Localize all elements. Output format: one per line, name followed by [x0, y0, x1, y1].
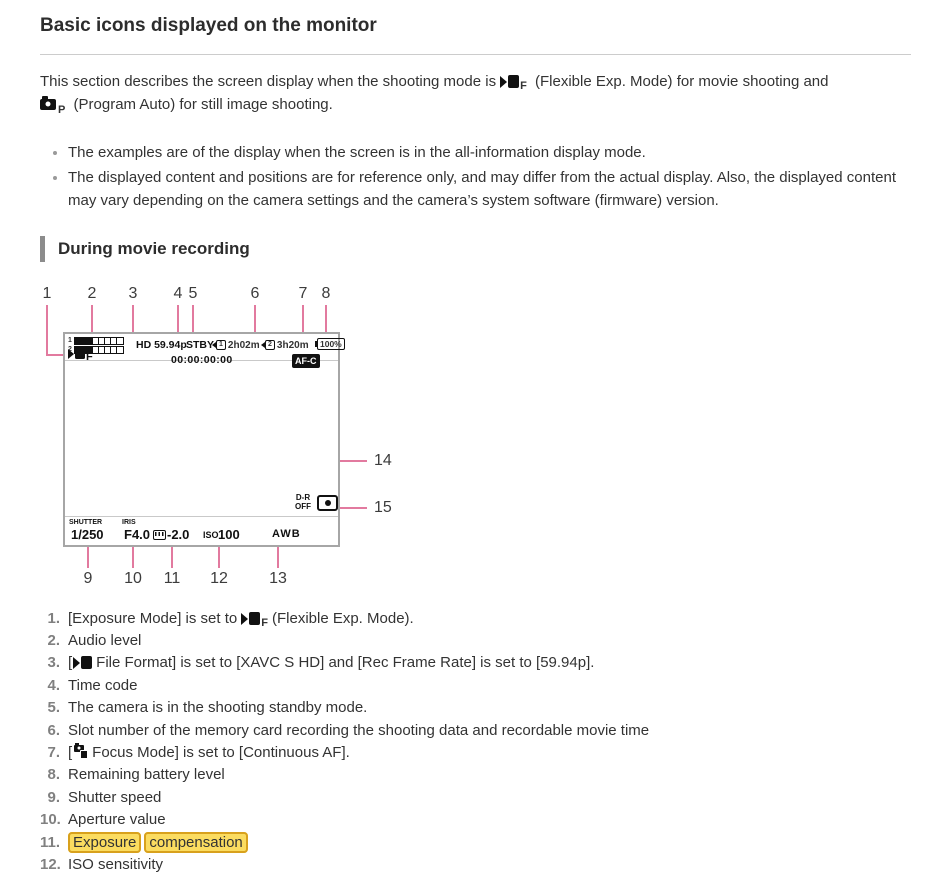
item-number: 7.: [40, 742, 68, 764]
item-number: 1.: [40, 608, 68, 630]
item-number: 12.: [40, 854, 68, 876]
record-square: [249, 612, 260, 625]
program-auto-letter: P: [58, 104, 65, 116]
item-text: [Exposure Mode] is set to F (Flexible Exp. Mode).: [68, 608, 414, 630]
mode-letter: F: [261, 618, 268, 629]
white-balance-value: AWB: [272, 526, 301, 543]
iso-label: ISO: [203, 529, 219, 543]
list-item: [40, 608, 911, 630]
list-item: [40, 787, 911, 809]
list-item: [40, 832, 911, 854]
intro-paragraph: [40, 70, 911, 122]
battery-level: 100%: [317, 338, 345, 350]
divider: [40, 54, 911, 55]
item-text: ISO sensitivity: [68, 854, 163, 876]
list-item: [40, 630, 911, 652]
play-triangle: [241, 613, 248, 625]
slot-1-time: 2h02m: [228, 338, 260, 353]
dro-line2: OFF: [295, 502, 311, 511]
note-item: • The examples are of the display when the screen is in the all-information display mode.: [68, 141, 911, 164]
dro-line1: D-R: [296, 493, 310, 502]
focus-mode-badge: AF-C: [292, 354, 320, 368]
item-text: [ File Format] is set to [XAVC S HD] and [Rec Frame Rate] is set to [59.94p].: [68, 652, 594, 674]
item-number: 9.: [40, 787, 68, 809]
audio-channel-1: [68, 337, 124, 345]
callout-15: 15: [374, 499, 392, 517]
callout-3: 3: [129, 285, 138, 303]
intro-text-2: (Flexible Exp. Mode) for movie shooting and: [535, 73, 828, 90]
file-format-value: HD 59.94p: [136, 338, 187, 354]
mode-letter: F: [520, 81, 527, 92]
movie-flexible-mode-icon: [500, 75, 527, 88]
item-text: Shutter speed: [68, 787, 161, 809]
list-item: [40, 742, 911, 764]
item-text: [68, 832, 251, 854]
movie-flexible-mode-icon: [68, 348, 93, 359]
intro-text-1: This section describes the screen display when the shooting mode is: [40, 73, 496, 90]
list-item: [40, 652, 911, 674]
callout-6: 6: [251, 285, 260, 303]
item-number: 2.: [40, 630, 68, 652]
metering-mode-icon: [317, 495, 338, 511]
record-square: [508, 75, 519, 88]
callout-line-8: [325, 305, 327, 334]
item-number: 11.: [40, 832, 68, 854]
callout-1: 1: [43, 285, 52, 303]
intro-text-3: (Program Auto) for still image shooting.: [74, 96, 333, 113]
item-number: 8.: [40, 764, 68, 786]
legend-list: [40, 608, 911, 876]
item-number: 5.: [40, 697, 68, 719]
battery-indicator: [315, 338, 345, 350]
still-camera-icon: [40, 99, 56, 110]
slot-1-icon: 1: [216, 340, 226, 350]
standby-indicator: STBY: [186, 338, 214, 354]
note-item: • The displayed content and positions are for reference only, and may differ from the actual display. Also, the displayed content may vary depending on the camera settings and the camera’s system software (firmware) version.: [68, 166, 911, 212]
callout-9: 9: [84, 570, 93, 588]
callout-10: 10: [124, 570, 142, 588]
play-triangle: [73, 657, 80, 669]
monitor-bottom-divider: [65, 516, 338, 517]
timecode: 00:00:00:00: [171, 353, 233, 369]
play-triangle: [68, 349, 74, 359]
section-heading-text: During movie recording: [58, 236, 250, 262]
item-text: Time code: [68, 675, 137, 697]
camera-monitor: [63, 332, 340, 547]
exposure-comp-value: -2.0: [167, 525, 189, 545]
list-item: [40, 697, 911, 719]
search-highlight: Exposure: [68, 832, 141, 853]
item-number: 3.: [40, 652, 68, 674]
list-item: [40, 675, 911, 697]
record-square: [75, 348, 85, 359]
item-text: Aperture value: [68, 809, 166, 831]
item-text: Remaining battery level: [68, 764, 225, 786]
callout-5: 5: [189, 285, 198, 303]
audio-ch1-bar: [74, 337, 124, 345]
list-item: [40, 764, 911, 786]
item-text: Audio level: [68, 630, 141, 652]
item-text: Slot number of the memory card recording the shooting data and recordable movie time: [68, 720, 649, 742]
shutter-value: 1/250: [71, 525, 104, 545]
exposure-comp-icon: [153, 530, 166, 540]
movie-flexible-mode-icon: [241, 612, 268, 625]
dro-off-icon: [295, 493, 311, 511]
list-item: [40, 809, 911, 831]
item-text: [ Focus Mode] is set to [Continuous AF].: [68, 742, 350, 764]
monitor-diagram: [40, 278, 470, 600]
movie-icon: [73, 656, 92, 669]
item-text: The camera is in the shooting standby mode.: [68, 697, 367, 719]
slot-2-time: 3h20m: [277, 338, 309, 353]
section-heading: [40, 236, 911, 262]
card-slot-2: [261, 338, 309, 353]
callout-4: 4: [174, 285, 183, 303]
callout-13: 13: [269, 570, 287, 588]
callout-11: 11: [164, 570, 181, 588]
slot-2-icon: 2: [265, 340, 275, 350]
callout-12: 12: [210, 570, 228, 588]
callout-2: 2: [88, 285, 97, 303]
iris-value: F4.0: [124, 525, 150, 545]
still-movie-focus-icon: [74, 745, 88, 759]
list-item: [40, 720, 911, 742]
notes-list: [40, 141, 911, 212]
item-number: 4.: [40, 675, 68, 697]
heading-accent-bar: [40, 236, 45, 262]
play-triangle: [500, 76, 507, 88]
iso-value: 100: [218, 525, 240, 545]
record-square: [81, 656, 92, 669]
audio-ch2-label: 2: [68, 346, 74, 354]
item-number: 6.: [40, 720, 68, 742]
audio-ch1-label: 1: [68, 337, 74, 345]
callout-7: 7: [299, 285, 308, 303]
iris-label: IRIS: [122, 518, 136, 529]
callout-line-15: [338, 507, 367, 509]
list-item: [40, 854, 911, 876]
search-highlight: compensation: [144, 832, 247, 853]
card-slot-1: [212, 338, 260, 353]
callout-14: 14: [374, 452, 392, 470]
item-number: 10.: [40, 809, 68, 831]
callout-line-1: [46, 305, 48, 356]
mode-letter: F: [86, 352, 93, 363]
callout-8: 8: [322, 285, 331, 303]
shutter-label: SHUTTER: [69, 518, 102, 529]
page-title: Basic icons displayed on the monitor: [40, 12, 911, 41]
